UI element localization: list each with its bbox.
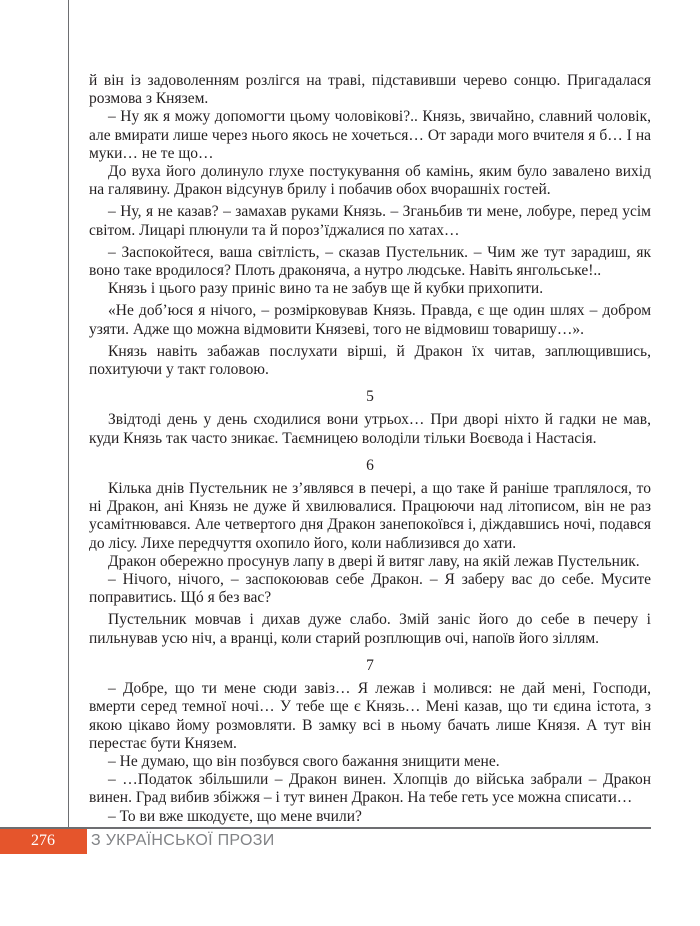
paragraph: Звідтоді день у день сходилися вони утрьох… При дворі ніхто й гадки не мав, куди Князь так часто зникає. Таємницею володіли тільки Воєвода і Настасія. [89, 411, 651, 447]
section-number: 6 [366, 456, 374, 474]
footer-rule [0, 827, 651, 829]
page-body [89, 72, 651, 826]
margin-rule [68, 0, 69, 837]
section-number: 5 [366, 388, 374, 406]
paragraph: – То ви вже шкодуєте, що мене вчили? [108, 807, 362, 825]
paragraph: – …Податок збільшили – Дракон винен. Хлопців до війська забрали – Дракон винен. Град вибив збіжжя – і тут винен Дракон. На тебе геть усе можна списати… [89, 771, 651, 807]
paragraph: – Ну, я не казав? – замахав руками Князь. – Зганьбив ти мене, лобуре, перед усім світом. Лицарі плюнули та й порозʼїджалися по хатах… [89, 203, 651, 239]
paragraph: «Не добʼюся я нічого, – розмірковував Князь. Правда, є ще один шлях – добром узяти. Адже що можна відмовити Князеві, того не відмовиш товаришу…». [89, 302, 651, 338]
page-number: 276 [31, 832, 55, 849]
paragraph: До вуха його долинуло глухе постукування об камінь, яким було завалено вихід на галявину. Дракон відсунув брилу і побачив обох вчорашніх гостей. [89, 163, 651, 199]
paragraph: Дракон обережно просунув лапу в двері й витяг лаву, на якій лежав Пустельник. [108, 552, 640, 570]
paragraph: – Добре, що ти мене сюди завіз… Я лежав і молився: не дай мені, Господи, вмерти серед темної ночі… У тебе ще є Князь… Мені казав, що ти єдина істота, з якою цікаво йому розмовляти. В замку всі в ньому бачать лише Князя. А тут він перестає бути Князем. [89, 680, 651, 752]
paragraph: Пустельник мовчав і дихав дуже слабо. Змій заніс його до себе в печеру і пильнував усю ніч, а вранці, коли старий розплющив очі, напоїв його зіллям. [89, 611, 651, 647]
paragraph: Князь навіть забажав послухати вірші, й Дракон їх читав, заплющившись, похитуючи у такт головою. [89, 342, 651, 379]
paragraph: й він із задоволенням розлігся на траві, підставивши черево сонцю. Пригадалася розмова з Князем. [89, 72, 651, 108]
paragraph: – Ну як я можу допомогти цьому чоловікові?.. Князь, звичайно, славний чоловік, але вмирати лише через нього якось не хочеться… От заради мого вчителя я б… І на муки… не те що… [89, 108, 651, 162]
paragraph: – Заспокойтеся, ваша світлість, – сказав Пустельник. – Чим же тут зарадиш, як воно таке вродилося? Плоть драконяча, а нутро людське. Навіть янгольське!.. [89, 243, 651, 280]
paragraph: Князь і цього разу приніс вино та не забув ще й кубки прихопити. [108, 280, 544, 298]
section-number: 7 [366, 656, 374, 674]
paragraph: Кілька днів Пустельник не зʼявлявся в печері, а що таке й раніше траплялося, то ні Дракон, ані Князь не дуже й хвилювалися. Працюючи над літописом, він не раз усамітнювався. Але четвертого дня Дракон занепокоївся і, діждавшись ночі, подався до лісу. Лихе передчуття охопило його, коли наблизився до хати. [89, 480, 651, 552]
running-section-title: З УКРАЇНСЬКОЇ ПРОЗИ [91, 832, 275, 849]
paragraph: – Нічого, нічого, – заспокоював себе Дракон. – Я заберу вас до себе. Мусите поправитись. Щó я без вас? [89, 571, 651, 607]
paragraph: – Не думаю, що він позбувся свого бажання знищити мене. [108, 752, 500, 770]
